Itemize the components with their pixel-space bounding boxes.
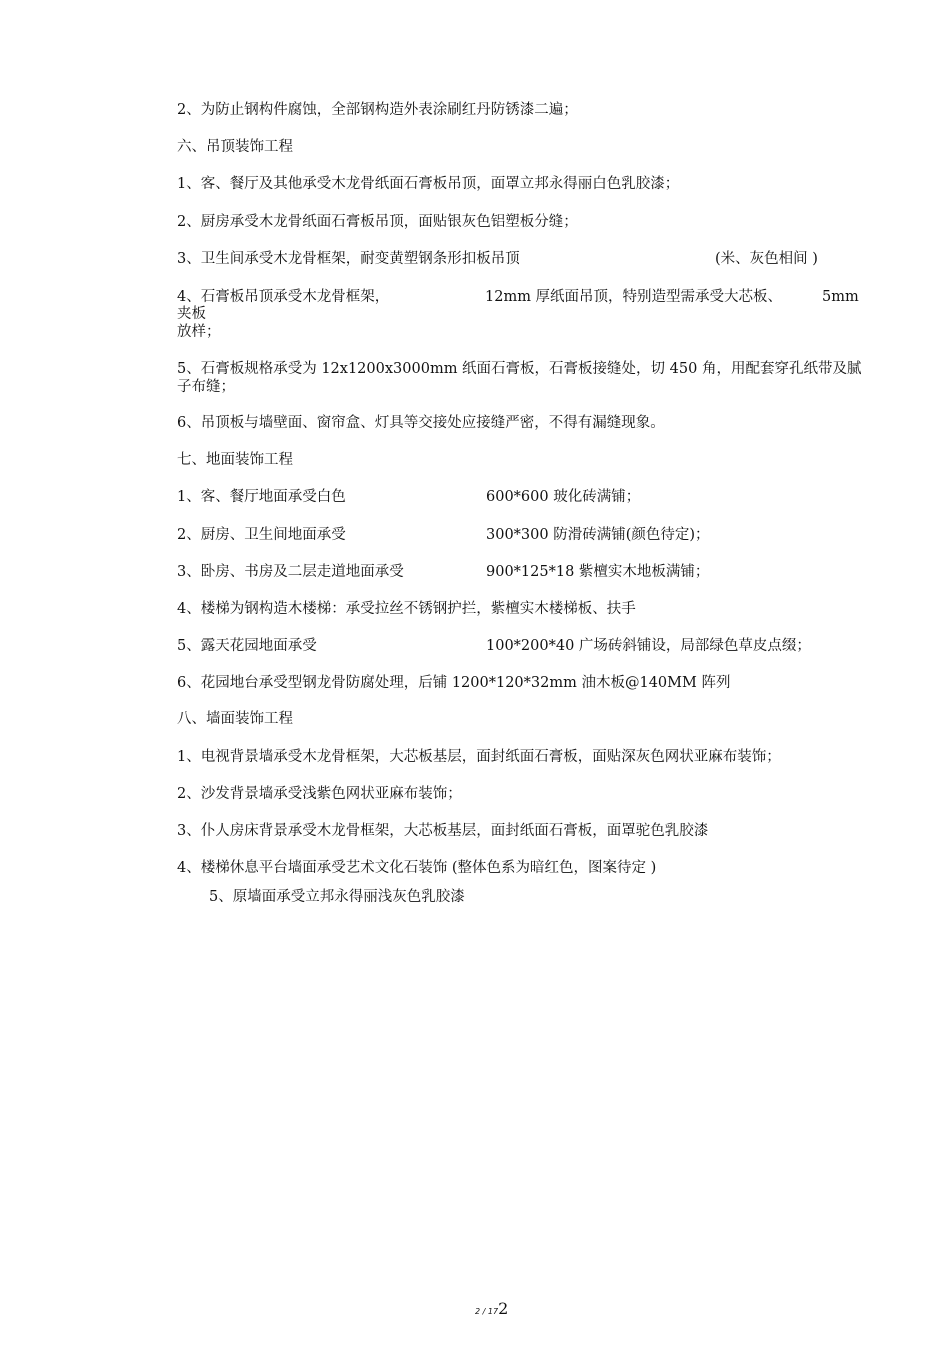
text-line-3 [177, 175, 679, 193]
line-text: 2、厨房、卫生间地面承受 [177, 527, 346, 543]
line-text-wrap: 夹板 [177, 306, 206, 322]
line-text: 2、沙发背景墙承受浅紫色网状亚麻布装饰； [177, 786, 462, 802]
line-text-right: 600*600 玻化砖满铺； [486, 489, 641, 505]
text-line-14 [177, 637, 862, 655]
line-text-right: 900*125*18 紫檀实木地板满铺； [486, 564, 710, 580]
section-heading-floor [177, 451, 293, 469]
text-line-5 [177, 250, 862, 268]
section-heading-ceiling [177, 138, 293, 156]
text-line-21 [209, 888, 465, 906]
page-number-big: 2 [498, 1299, 509, 1318]
line-text: 2、为防止钢构件腐蚀，全部钢构造外表涂刷红丹防锈漆二遍； [177, 102, 578, 118]
text-line-8 [177, 414, 665, 432]
line-text: 6、吊顶板与墙壁面、窗帘盒、灯具等交接处应接缝严密，不得有漏缝现象。 [177, 415, 665, 431]
text-line-4 [177, 213, 578, 231]
text-line-19 [177, 822, 708, 840]
text-line-11 [177, 526, 862, 544]
line-text: 1、客、餐厅及其他承受木龙骨纸面石膏板吊顶，面罩立邦永得丽白色乳胶漆； [177, 176, 680, 192]
heading-text: 八、墙面装饰工程 [177, 711, 293, 727]
line-text: 4、石膏板吊顶承受木龙骨框架， [177, 289, 390, 305]
line-text-right: 100*200*40 广场砖斜铺设，局部绿色草皮点缀； [486, 638, 811, 654]
text-line-1 [177, 101, 578, 119]
line-text: 2、厨房承受木龙骨纸面石膏板吊顶，面贴银灰色铝塑板分缝； [177, 214, 578, 230]
text-line-10 [177, 488, 862, 506]
line-text-right: 5mm [822, 289, 859, 305]
text-line-17 [177, 748, 781, 766]
page-number-small: 2 / 17 [475, 1307, 499, 1316]
text-line-18 [177, 785, 462, 803]
text-line-12 [177, 563, 862, 581]
line-text: 5、原墙面承受立邦永得丽浅灰色乳胶漆 [209, 889, 465, 905]
line-text: 1、客、餐厅地面承受白色 [177, 489, 346, 505]
heading-text: 七、地面装饰工程 [177, 452, 293, 468]
section-heading-wall [177, 710, 293, 728]
line-text: 3、卫生间承受木龙骨框架，耐变黄塑钢条形扣板吊顶 [177, 251, 520, 267]
line-text-right: 300*300 防滑砖满铺(颜色待定)； [486, 527, 710, 543]
line-text: 3、卧房、书房及二层走道地面承受 [177, 564, 404, 580]
line-text: 1、电视背景墙承受木龙骨框架，大芯板基层，面封纸面石膏板，面贴深灰色网状亚麻布装饰； [177, 749, 781, 765]
heading-text: 六、吊顶装饰工程 [177, 139, 293, 155]
text-line-15 [177, 674, 730, 692]
line-text: 6、花园地台承受型钢龙骨防腐处理，后铺 1200*120*32mm 油木板@140MM 阵列 [177, 675, 731, 691]
line-text-mid: 12mm 厚纸面吊顶，特别造型需承受大芯板、 [485, 289, 783, 305]
text-line-13 [177, 600, 636, 618]
line-text-right: (米、灰色相间 ) [715, 251, 818, 267]
text-line-20 [177, 859, 656, 877]
line-text: 4、楼梯为钢构造木楼梯：承受拉丝不锈钢护拦，紫檀实木楼梯板、扶手 [177, 601, 636, 617]
line-text: 4、楼梯休息平台墙面承受艺术文化石装饰 (整体色系为暗红色，图案待定 ) [177, 860, 657, 876]
text-line-7 [177, 360, 862, 396]
line-text: 5、石膏板规格承受为 12x1200x3000mm 纸面石膏板，石膏板接缝处，切 450 角，用配套穿孔纸带及腻子布缝； [177, 361, 862, 395]
line-text: 5、露天花园地面承受 [177, 638, 317, 654]
page-number [475, 1299, 508, 1318]
line-text: 3、仆人房床背景承受木龙骨框架，大芯板基层，面封纸面石膏板，面罩驼色乳胶漆 [177, 823, 709, 839]
line-text-wrap-2: 放样； [177, 324, 221, 340]
text-line-6 [177, 288, 862, 342]
